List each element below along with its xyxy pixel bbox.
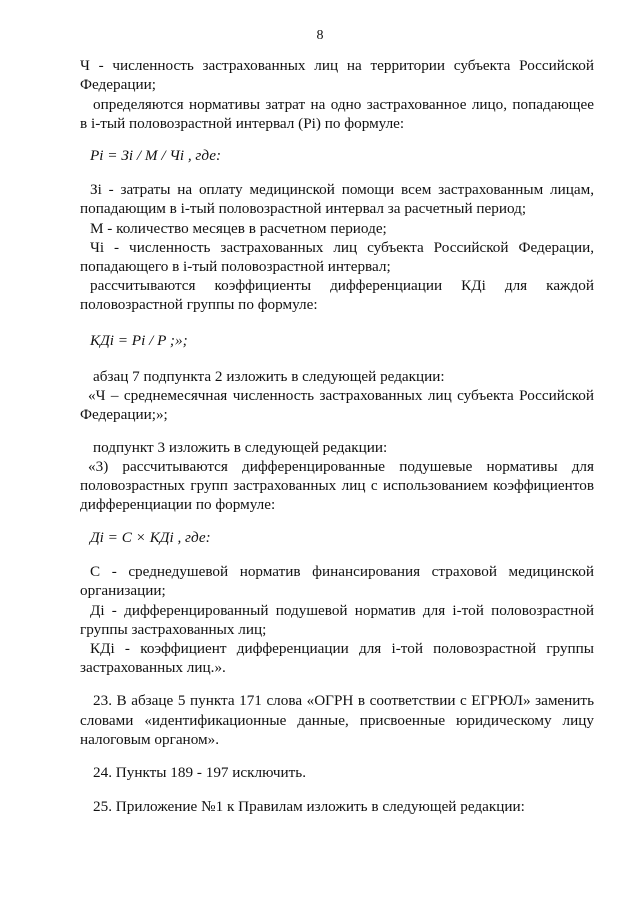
text-line: дифференциации по формуле: [80, 496, 276, 513]
page-number: 8 [316, 28, 324, 43]
text-line: Дi - дифференцированный подушевой норматив для i-той половозрастной [90, 602, 594, 619]
text-line: М - количество месяцев в расчетном периоде; [90, 220, 387, 237]
text-line: организации; [80, 582, 166, 599]
text-line: половозрастной группы по формуле: [80, 296, 318, 313]
text-line: С - среднедушевой норматив финансирования страховой медицинской [90, 563, 594, 580]
text-line: налоговым органом». [80, 731, 219, 748]
text-line: Федерации; [80, 76, 156, 93]
text-line: «Ч – среднемесячная численность застрахованных лиц субъекта Российской [88, 387, 594, 404]
text-line: 23. В абзаце 5 пункта 171 слова «ОГРН в соответствии с ЕГРЮЛ» заменить [93, 692, 594, 709]
text-line: Зi - затраты на оплату медицинской помощи всем застрахованным лицам, [90, 181, 594, 198]
text-line: «3) рассчитываются дифференцированные подушевые нормативы для [88, 458, 594, 475]
text-line: 25. Приложение №1 к Правилам изложить в следующей редакции: [93, 798, 525, 815]
text-line: абзац 7 подпункта 2 изложить в следующей редакции: [93, 368, 445, 385]
text-line: группы застрахованных лиц; [80, 621, 267, 638]
text-line: половозрастных групп застрахованных лиц с использованием коэффициентов [80, 477, 594, 494]
text-line: Ч - численность застрахованных лиц на территории субъекта Российской [80, 57, 594, 74]
formula-line: Дi = С × КДi , где: [90, 529, 211, 546]
text-line: застрахованных лиц.». [80, 659, 226, 676]
formula-line: КДi = Pi / P ;»; [90, 332, 188, 349]
text-line: КДi - коэффициент дифференциации для i-той половозрастной группы [90, 640, 594, 657]
text-line: в i-тый половозрастной интервал (Pi) по формуле: [80, 115, 405, 132]
text-line: попадающим в i-тый половозрастной интервал за расчетный период; [80, 200, 527, 217]
text-line: словами «идентификационные данные, присвоенные юридическому лицу [80, 712, 594, 729]
text-line: рассчитываются коэффициенты дифференциации КДi для каждой [90, 277, 594, 294]
formula-line: Pi = Зi / М / Чi , где: [90, 147, 222, 164]
text-line: Чi - численность застрахованных лиц субъекта Российской Федерации, [90, 239, 594, 256]
text-line: определяются нормативы затрат на одно застрахованное лицо, попадающее [93, 96, 594, 113]
text-line: попадающего в i-тый половозрастной интервал; [80, 258, 391, 275]
text-line: подпункт 3 изложить в следующей редакции: [93, 439, 388, 456]
text-line: 24. Пункты 189 - 197 исключить. [93, 764, 307, 781]
text-line: Федерации;»; [80, 406, 168, 423]
